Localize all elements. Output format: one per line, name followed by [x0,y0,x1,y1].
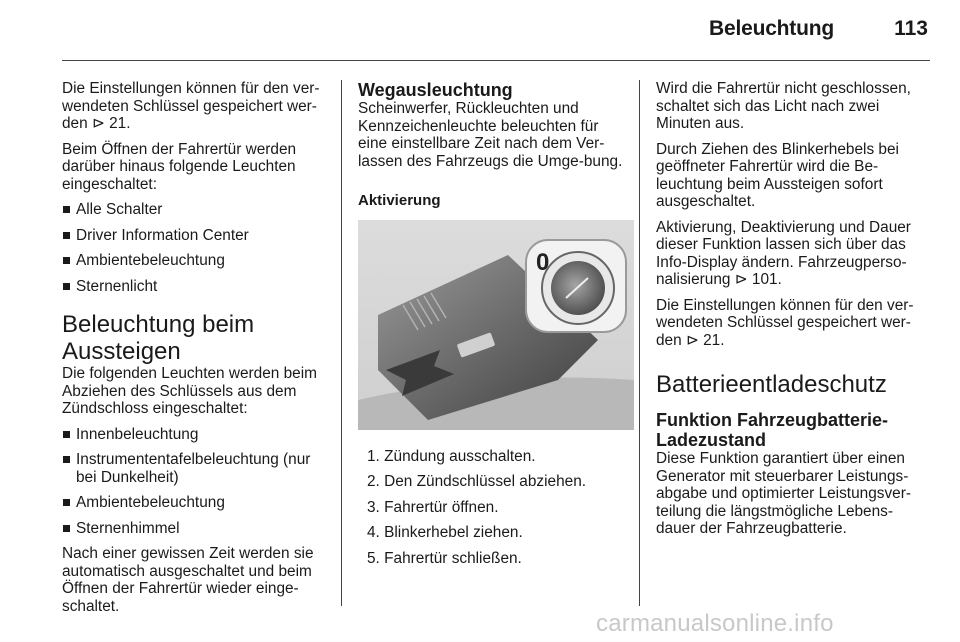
step-number: 2. [367,473,385,490]
chapter-title: Beleuchtung [709,17,834,40]
bullet-list [62,201,330,295]
header-rule [62,60,930,61]
list-item-text: Innenbeleuchtung [76,425,199,443]
bullet-square-icon [63,283,70,290]
list-item-text: Ambientebeleuchtung [76,252,225,269]
list-item [62,426,330,444]
bullet-list [62,426,330,538]
step-list [358,448,628,568]
list-item [62,201,330,219]
paragraph: Diese Funktion garantiert über einen Generator mit steuerbarer Leistungs-abgabe und optimierter Leistungsver-teilung die längstmögliche Lebens-dauer der Fahrzeugbatterie. [656,450,911,537]
list-item [358,448,628,466]
bullet-square-icon [63,206,70,213]
bullet-square-icon [63,525,70,532]
turn-signal-lever-illustration [358,220,634,430]
paragraph: Scheinwerfer, Rückleuchten und Kennzeichenleuchte beleuchten für eine einstellbare Zeit nach dem Ver-lassen des Fahrzeugs die Umge-bung. [358,100,623,170]
list-item-text: Instrumententafelbeleuchtung (nur bei Dunkelheit) [76,451,311,486]
paragraph: Wird die Fahrertür nicht geschlossen, schaltet sich das Licht nach zwei Minuten aus. [656,80,911,132]
column-1 [62,80,330,615]
step-text: Fahrertür öffnen. [384,498,499,516]
paragraph: Nach einer gewissen Zeit werden sie automatisch ausgeschaltet und beim Öffnen der Fahrertür wieder einge-schaltet. [62,545,314,615]
bullet-square-icon [63,499,70,506]
paragraph: Die Einstellungen können für den ver-wendeten Schlüssel gespeichert wer-den ⊳ 21. [656,296,914,349]
activation-heading: Aktivierung [358,192,441,209]
lever-illustration-icon [358,220,634,430]
subsection-heading: Funktion Fahrzeugbatterie-Ladezustand [656,410,889,450]
step-number: 4. [367,524,385,541]
list-item [62,494,330,512]
column-3 [656,80,930,546]
list-item [62,252,330,270]
list-item [358,473,628,491]
bullet-square-icon [63,431,70,438]
list-item [62,520,330,538]
column-divider-1 [341,80,342,606]
paragraph: Aktivierung, Deaktivierung und Dauer dieser Funktion lassen sich über das Info-Display ändern. Fahrzeugperso-nalisierung ⊳ 101. [656,218,911,288]
column-divider-2 [639,80,640,606]
step-text: Fahrertür schließen. [384,549,522,567]
bullet-square-icon [63,232,70,239]
list-item [358,550,628,568]
list-item-text: Alle Schalter [76,201,163,218]
list-item [62,278,330,296]
section-heading: Batterieentladeschutz [656,371,887,398]
list-item [358,524,628,542]
bullet-square-icon [63,456,70,463]
subsection-heading: Wegausleuchtung [358,80,513,100]
watermark: carmanualsonline.info [596,610,834,637]
step-text: Blinkerhebel ziehen. [384,524,523,541]
paragraph: Durch Ziehen des Blinkerhebels bei geöffneter Fahrertür wird die Be-leuchtung beim Aussteigen sofort ausgeschaltet. [656,140,899,210]
section-heading: Beleuchtung beim Aussteigen [62,311,255,365]
paragraph: Die Einstellungen können für den ver-wendeten Schlüssel gespeichert wer-den ⊳ 21. [62,80,320,132]
list-item-text: Ambientebeleuchtung [76,494,225,511]
list-item [62,227,330,245]
step-text: Den Zündschlüssel abziehen. [384,473,587,490]
knob-position-label: 0 [536,248,550,276]
step-number: 1. [367,447,385,465]
step-text: Zündung ausschalten. [384,447,536,465]
page-number: 113 [894,17,928,40]
list-item [358,499,628,517]
paragraph: Die folgenden Leuchten werden beim Abziehen des Schlüssels aus dem Zündschloss eingeschaltet: [62,365,317,417]
bullet-square-icon [63,257,70,264]
step-number: 3. [367,498,385,516]
list-item-text: Sternenlicht [76,277,158,295]
step-number: 5. [367,549,385,567]
column-2 [358,80,628,575]
list-item [62,451,330,486]
list-item-text: Sternenhimmel [76,519,180,537]
list-item-text: Driver Information Center [76,226,249,244]
paragraph: Beim Öffnen der Fahrertür werden darüber hinaus folgende Leuchten eingeschaltet: [62,140,297,193]
